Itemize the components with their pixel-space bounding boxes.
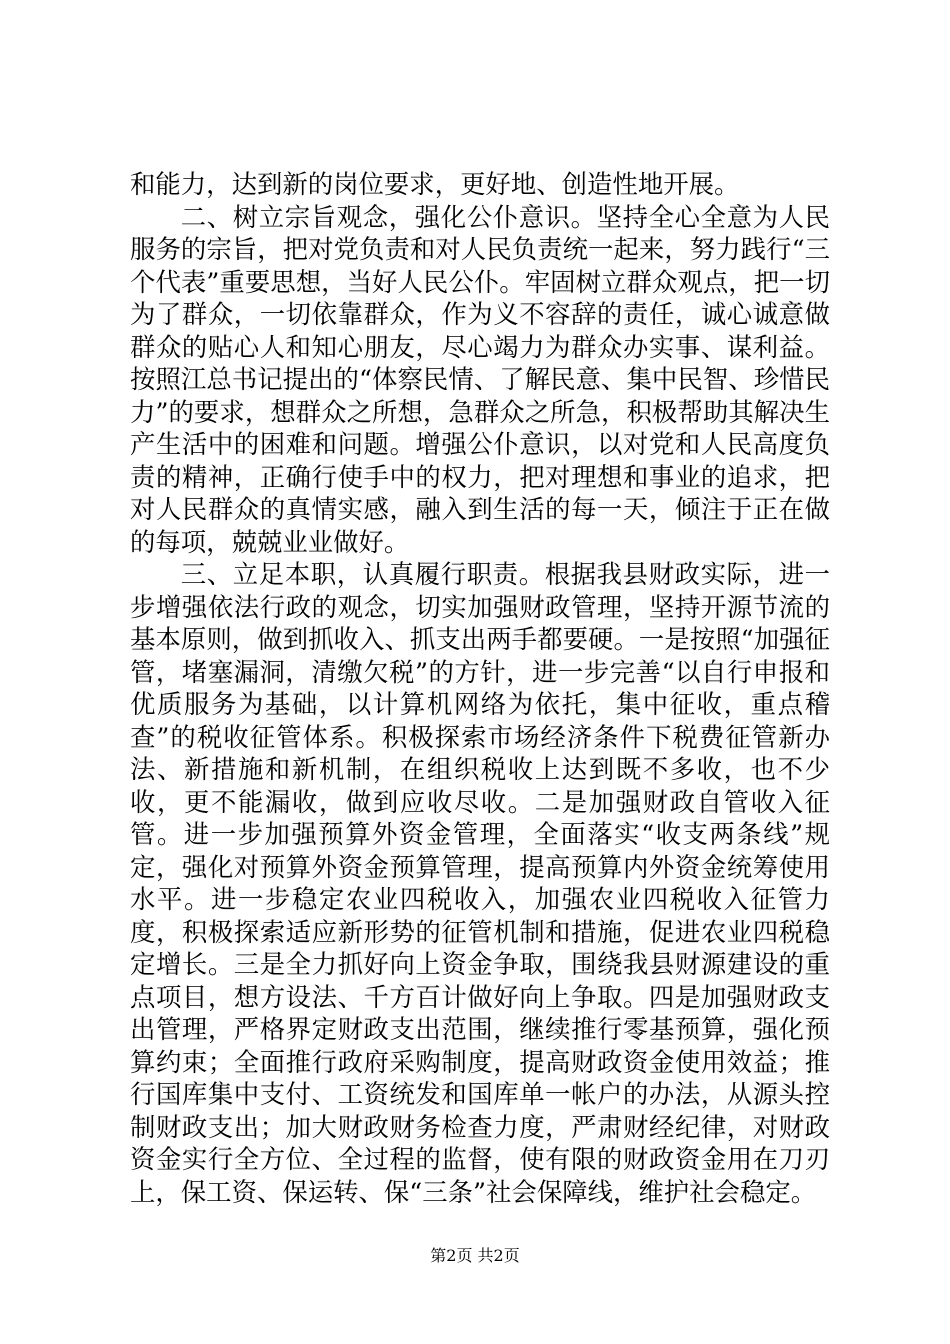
document-body (130, 168, 830, 1208)
page-footer: 第2页 共2页 (430, 1246, 520, 1265)
paragraph-2: 二、树立宗旨观念，强化公仆意识。坚持全心全意为人民服务的宗旨，把对党负责和对人民负责统一起来，努力践行“三个代表”重要思想，当好人民公仆。牢固树立群众观点，把一切为了群众，一切依靠群众，作为义不容辞的责任，诚心诚意做群众的贴心人和知心朋友，尽心竭力为群众办实事、谋利益。按照江总书记提出的“体察民情、了解民意、集中民智、珍惜民力”的要求，想群众之所想，急群众之所急，积极帮助其解决生产生活中的困难和问题。增强公仆意识，以对党和人民高度负责的精神，正确行使手中的权力，把对理想和事业的追求，把对人民群众的真情实感，融入到生活的每一天，倾注于正在做的每项，兢兢业业做好。 (130, 201, 830, 557)
paragraph-1: 和能力，达到新的岗位要求，更好地、创造性地开展。 (130, 169, 740, 199)
paragraph-3: 三、立足本职，认真履行职责。根据我县财政实际，进一步增强依法行政的观念，切实加强财政管理，坚持开源节流的基本原则，做到抓收入、抓支出两手都要硬。一是按照“加强征管，堵塞漏洞，清缴欠税”的方针，进一步完善“以自行申报和优质服务为基础，以计算机网络为依托，集中征收，重点稽查”的税收征管体系。积极探索市场经济条件下税费征管新办法、新措施和新机制，在组织税收上达到既不多收，也不少收，更不能漏收，做到应收尽收。二是加强财政自管收入征管。进一步加强预算外资金管理，全面落实“收支两条线”规定，强化对预算外资金预算管理，提高预算内外资金统筹使用水平。进一步稳定农业四税收入，加强农业四税收入征管力度，积极探索适应新形势的征管机制和措施，促进农业四税稳定增长。三是全力抓好向上资金争取，围绕我县财源建设的重点项目，想方设法、千方百计做好向上争取。四是加强财政支出管理，严格界定财政支出范围，继续推行零基预算，强化预算约束；全面推行政府采购制度，提高财政资金使用效益；推行国库集中支付、工资统发和国库单一帐户的办法，从源头控制财政支出；加大财政财务检查力度，严肃财经纪律，对财政资金实行全方位、全过程的监督，使有限的财政资金用在刀刃上，保工资、保运转、保“三条”社会保障线，维护社会稳定。 (130, 559, 830, 1207)
